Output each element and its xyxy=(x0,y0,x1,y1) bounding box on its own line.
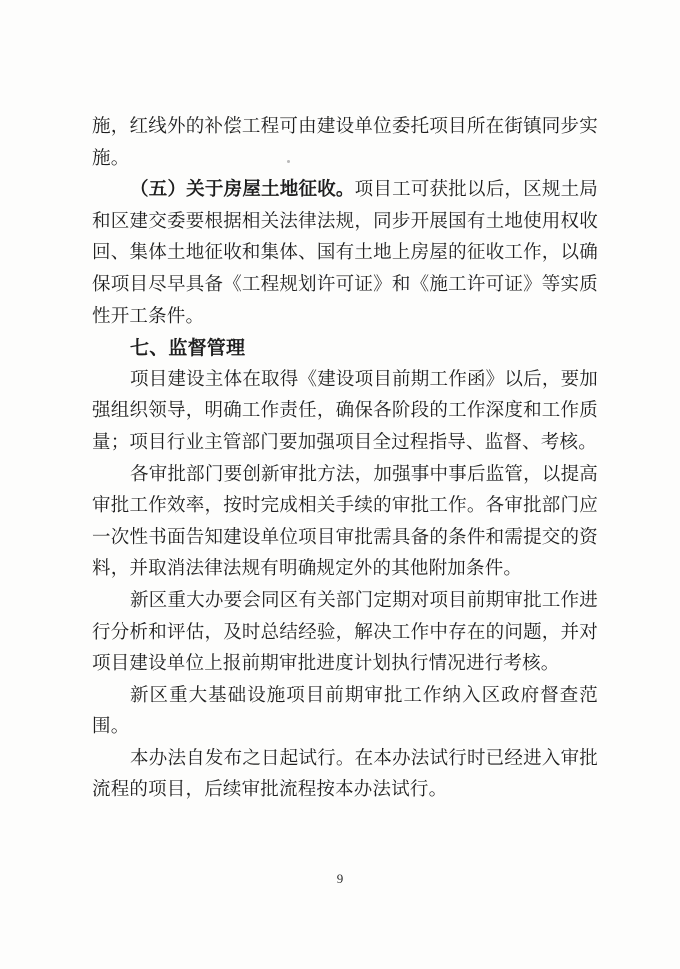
paragraph-approval-departments: 各审批部门要创新审批方法，加强事中事后监管，以提高审批工作效率，按时完成相关手续的审批工作。各审批部门应一次性书面告知建设单位项目审批需具备的条件和需提交的资料，并取消法律法规有明确规定外的其他附加条件。 xyxy=(92,464,598,580)
section-5-body-text: 项目工可获批以后，区规土局和区建交委要根据相关法律法规，同步开展国有土地使用权收回、集体土地征收和集体、国有土地上房屋的征收工作，以确保项目尽早具备《工程规划许可证》和《施工许可证》等实质性开工条件。 xyxy=(92,180,598,327)
paragraph-project-owner-duties: 项目建设主体在取得《建设项目前期工作函》以后，要加强组织领导，明确工作责任，确保各阶段的工作深度和工作质量；项目行业主管部门要加强项目全过程指导、监督、考核。 xyxy=(92,369,598,453)
section-5-inline-heading: （五）关于房屋土地征收。 xyxy=(130,180,355,201)
paragraph-government-supervision: 新区重大基础设施项目前期审批工作纳入区政府督查范围。 xyxy=(92,685,598,738)
section-7-heading: 七、监督管理 xyxy=(130,338,246,360)
scan-speck xyxy=(287,160,290,163)
document-body xyxy=(92,112,598,807)
paragraph-periodic-review: 新区重大办要会同区有关部门定期对项目前期审批工作进行分析和评估，及时总结经验，解决工作中存在的问题，并对项目建设单位上报前期审批进度计划执行情况进行考核。 xyxy=(92,590,598,675)
page-number: 9 xyxy=(336,871,344,886)
paragraph-trial-implementation: 本办法自发布之日起试行。在本办法试行时已经进入审批流程的项目，后续审批流程按本办法试行。 xyxy=(92,748,598,801)
paragraph-continuation: 施，红线外的补偿工程可由建设单位委托项目所在街镇同步实施。 xyxy=(92,117,598,169)
paragraph-section-5 xyxy=(92,175,598,333)
